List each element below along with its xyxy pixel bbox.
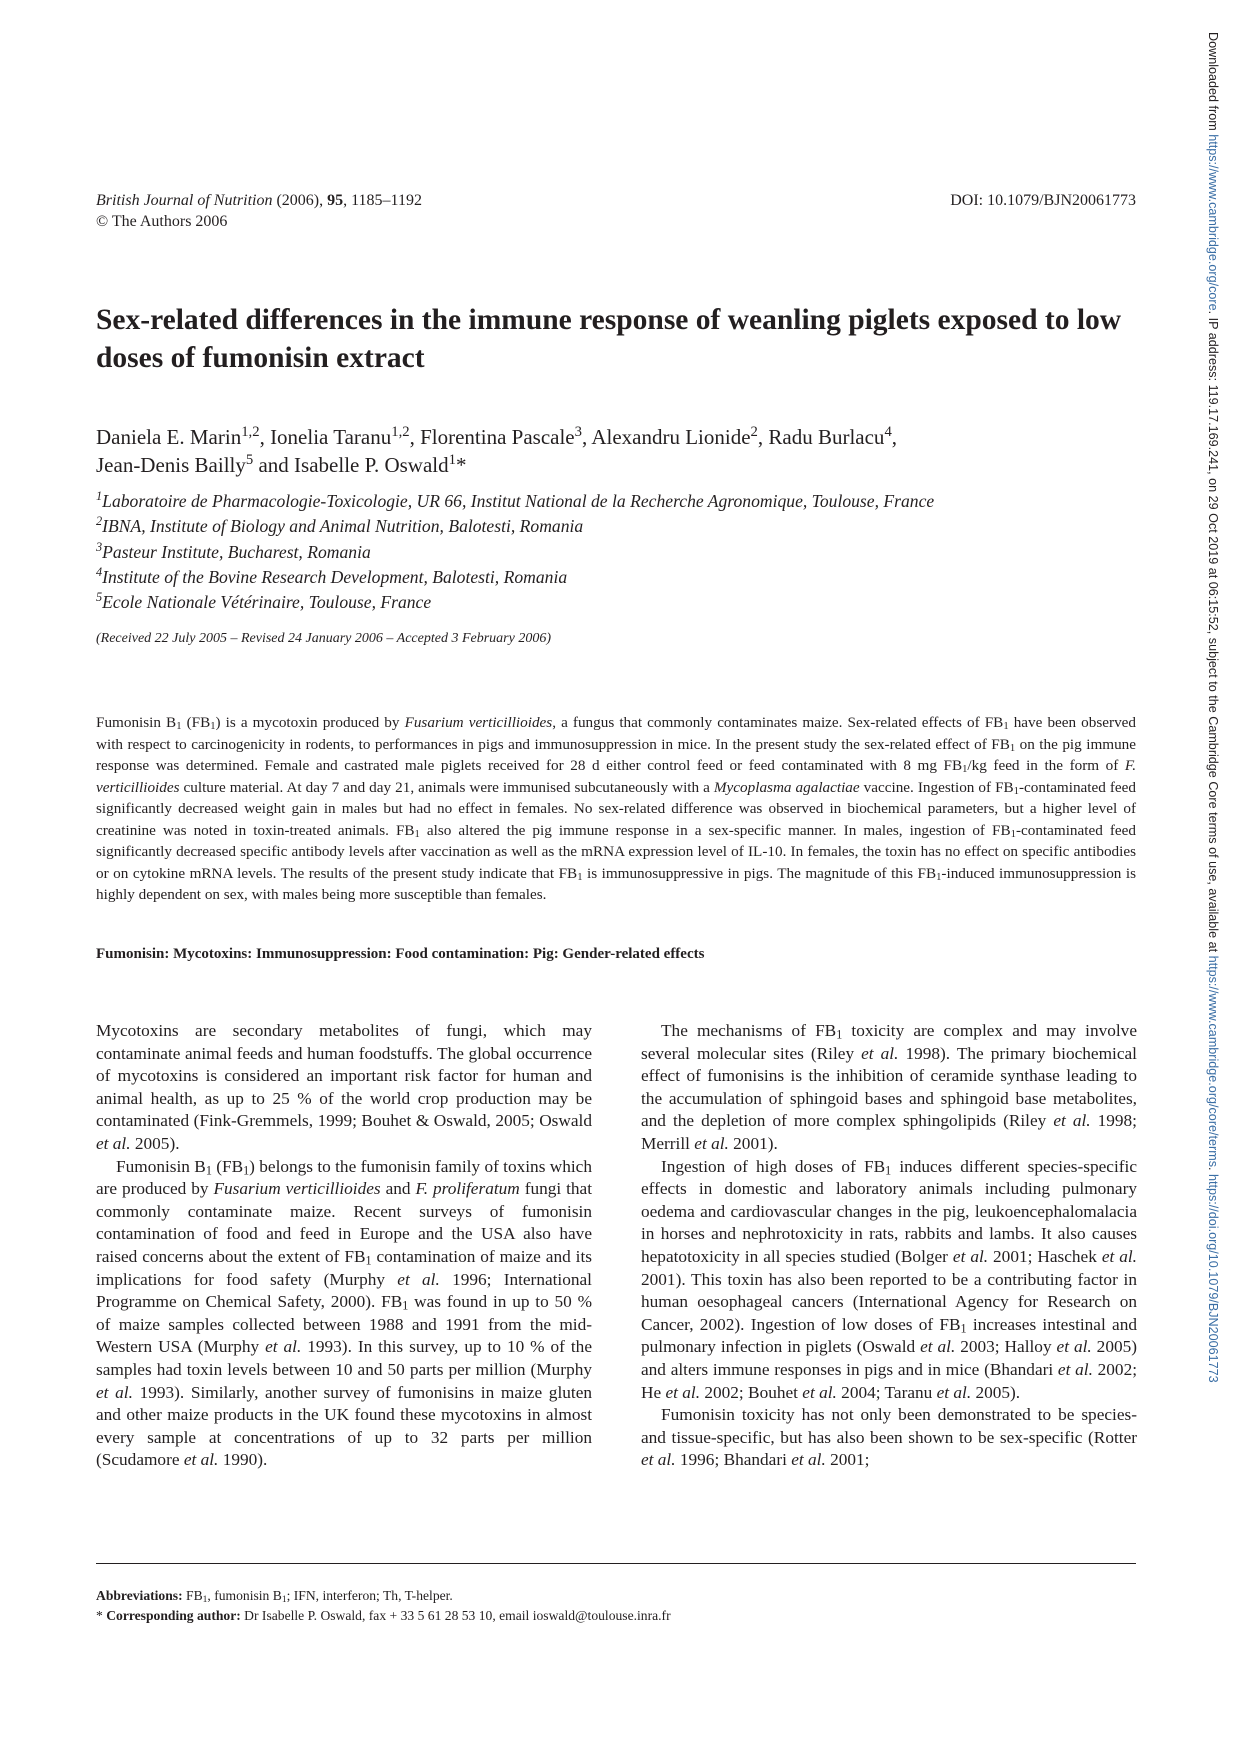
et-al: et al.	[920, 1337, 956, 1357]
body-text: ) belongs to the fumonisin family of toxins which are produced by	[96, 1156, 592, 1199]
body-text: 2004; Taranu	[836, 1382, 937, 1402]
keywords: Fumonisin: Mycotoxins: Immunosuppression: Food contamination: Pig: Gender-related effects	[96, 946, 705, 962]
affiliation-number: 2	[96, 514, 103, 529]
abstract-text: -contaminated feed significantly decreased weight gain in males but had no effect in females. No sex-related difference was observed in biochemical parameters, but a higher level of creatinine was noted in toxin-treated animals. FB	[96, 778, 1137, 839]
body-text: 2001; Haschek	[988, 1246, 1102, 1266]
subscript: 1	[962, 764, 968, 776]
author-affil-ref: 2	[750, 423, 758, 440]
subscript: 1	[1003, 721, 1009, 733]
journal-pages: , 1185–1192	[343, 192, 422, 209]
abstract-text: culture material. At day 7 and day 21, animals were immunised subcutaneously with a	[179, 778, 714, 796]
body-column-left	[96, 1020, 592, 1472]
body-paragraph	[641, 1404, 1137, 1472]
abstract-text: -induced immunosuppression is highly dependent on sex, with males being more susceptible than females.	[96, 864, 1137, 903]
cambridge-terms-link[interactable]: https://www.cambridge.org/core/terms	[1206, 955, 1220, 1167]
et-al: et al.	[397, 1269, 440, 1289]
body-paragraph	[641, 1020, 1137, 1156]
corresponding-author-mark: *	[455, 453, 467, 477]
cambridge-core-link[interactable]: https://www.cambridge.org/core	[1206, 134, 1220, 311]
journal-volume: 95	[327, 192, 344, 209]
et-al: et al.	[641, 1450, 676, 1470]
et-al: et al.	[1101, 1246, 1137, 1266]
body-text: 2002; He	[641, 1359, 1138, 1402]
body-column-right	[641, 1020, 1137, 1472]
et-al: et al.	[183, 1450, 219, 1470]
et-al: et al.	[694, 1133, 729, 1153]
abstract-text: (FB	[181, 714, 211, 731]
subscript: 1	[202, 1594, 208, 1605]
affiliation-text: Laboratoire de Pharmacologie-Toxicologie, UR 66, Institut National de la Recherche Agronomique, Toulouse, France	[102, 491, 935, 511]
journal-year: (2006),	[272, 192, 328, 209]
et-al: et al.	[96, 1382, 133, 1402]
subscript: 1	[414, 828, 420, 840]
body-text: 2001).	[728, 1133, 778, 1153]
footnote-divider	[96, 1563, 1136, 1564]
affiliation-number: 1	[96, 489, 103, 504]
et-al: et al.	[802, 1382, 837, 1402]
abstract-text: is immunosuppressive in pigs. The magnitude of this FB	[582, 864, 937, 882]
affiliation-item	[96, 489, 1136, 514]
subscript: 1	[402, 1298, 409, 1313]
doi-label: DOI: 10.1079/BJN20061773	[950, 192, 1136, 209]
et-al: et al.	[1057, 1359, 1093, 1379]
subscript: 1	[936, 871, 942, 883]
affiliation-item	[96, 590, 1136, 615]
body-paragraph	[96, 1156, 592, 1472]
footnote-text: FB	[182, 1588, 203, 1603]
abbreviations-footnote	[96, 1586, 1136, 1606]
body-text: toxicity are complex and may involve several molecular sites (Riley	[641, 1021, 1137, 1063]
abstract-text: , a fungus that commonly contaminates maize. Sex-related effects of FB	[552, 714, 1004, 731]
body-text: 1998; Merrill	[641, 1111, 1137, 1153]
doi-link[interactable]: https://doi.org/10.1079/BJN20061773	[1206, 1174, 1220, 1383]
body-text: (FB	[211, 1156, 244, 1176]
affiliation-text: IBNA, Institute of Biology and Animal Nutrition, Balotesti, Romania	[102, 516, 584, 537]
subscript: 1	[243, 1162, 250, 1177]
subscript: 1	[885, 1162, 892, 1177]
affiliation-list	[96, 489, 1136, 615]
body-text: 2005) and alters immune responses in pigs and in mice (Bhandari	[641, 1337, 1137, 1379]
subscript: 1	[176, 721, 182, 733]
footnote-marker: *	[96, 1608, 107, 1623]
author-name: Daniela E. Marin	[96, 425, 242, 449]
abstract-text: /kg feed in the form of	[967, 757, 1125, 774]
author-affil-ref: 1,2	[241, 423, 260, 440]
species-name: F. verticillioides	[96, 757, 1136, 796]
footnote-label: Corresponding author:	[106, 1608, 241, 1623]
footnote-label: Abbreviations:	[96, 1588, 183, 1603]
species-name: Fusarium verticillioides	[213, 1179, 381, 1199]
et-al: et al.	[665, 1382, 701, 1402]
footnotes	[96, 1586, 1136, 1626]
body-text: Ingestion of high doses of FB	[661, 1156, 886, 1176]
abstract-text: on the pig immune response was determined. Female and castrated male piglets received for 28 d either control feed or feed contaminated with 8 mg FB	[96, 735, 1136, 774]
affiliation-text: Institute of the Bovine Research Development, Balotesti, Romania	[102, 566, 568, 587]
abstract-text: ) is a mycotoxin produced by	[215, 714, 405, 731]
body-text: 1993). Similarly, another survey of fumonisins in maize gluten and other maize products in the UK found these mycotoxins in almost every sample at concentrations of up to 32 parts per million (Scudamore	[96, 1382, 593, 1470]
author-name: and Isabelle P. Oswald	[253, 453, 449, 477]
et-al: et al.	[861, 1043, 899, 1063]
author-list	[96, 423, 1136, 479]
author-affil-ref: 3	[574, 423, 582, 440]
body-text: increases intestinal and pulmonary infection in piglets (Oswald	[641, 1314, 1137, 1357]
journal-name: British Journal of Nutrition	[96, 192, 273, 209]
body-text: and	[380, 1179, 416, 1199]
body-text: contamination of maize and its implications for food safety (Murphy	[96, 1246, 592, 1289]
et-al: et al.	[791, 1450, 826, 1470]
abstract-text: also altered the pig immune response in a sex-specific manner. In males, ingestion of FB	[419, 821, 1011, 839]
body-text: 2001;	[825, 1450, 870, 1470]
author-separator: ,	[891, 425, 898, 449]
footnote-text: , fumonisin B	[207, 1588, 282, 1603]
body-text: 1996; Bhandari	[675, 1450, 792, 1470]
abstract-text: have been observed with respect to carcinogenicity in rodents, to performances in pigs and immunosuppression in mice. In the present study the sex-related effect of FB	[96, 714, 1137, 753]
author-affil-ref: 5	[245, 451, 254, 468]
subscript: 1	[836, 1027, 843, 1042]
corresponding-author-footnote	[96, 1606, 1136, 1626]
et-al: et al.	[936, 1382, 972, 1402]
body-text: fungi that commonly contaminate maize. Recent surveys of fumonisin contamination of food and feed in Europe and the USA also have raised concerns about the extent of FB	[96, 1179, 593, 1266]
footnote-text: ; IFN, interferon; Th, T-helper.	[286, 1588, 453, 1603]
body-text: induces different species-specific effects in domestic and laboratory animals including pulmonary oedema and cardiovascular changes in the pig, leukoencephalomalacia in horses and nephrotoxicity in rats, rabbits and lambs. It also causes hepatotoxicity in all species studied (Bolger	[641, 1156, 1137, 1266]
body-text: 2001). This toxin has also been reported to be a contributing factor in human oesophageal cancers (International Agency for Research on Cancer, 2002). Ingestion of low doses of FB	[641, 1269, 1137, 1334]
download-text: . IP address: 119.17.169.241, on 29 Oct 2019 at 06:15:52, subject to the Cambridge Core terms of use, available at	[1206, 310, 1220, 956]
affiliation-item	[96, 540, 1136, 565]
download-text: .	[1206, 1167, 1220, 1174]
body-text: 2002; Bouhet	[700, 1382, 803, 1402]
subscript: 1	[210, 721, 216, 733]
species-name: F. proliferatum	[415, 1179, 520, 1199]
subscript: 1	[281, 1594, 287, 1605]
subscript: 1	[960, 1321, 967, 1336]
body-text: Mycotoxins are secondary metabolites of fungi, which may contaminate animal feeds and human foodstuffs. The global occurrence of mycotoxins is considered an important risk factor for human and animal health, as up to 25 % of the world crop production may be contaminated (Fink-Gremmels, 1999; Bouhet & Oswald, 2005; Oswald	[96, 1021, 592, 1131]
affiliation-text: Ecole Nationale Vétérinaire, Toulouse, France	[102, 592, 432, 613]
subscript: 1	[1009, 742, 1016, 754]
body-text: Fumonisin B	[116, 1156, 206, 1176]
body-text: Fumonisin toxicity has not only been demonstrated to be species- and tissue-specific, but has also been shown to be sex-specific (Rotter	[641, 1405, 1137, 1447]
author-affil-ref: 4	[884, 423, 892, 440]
copyright-line: © The Authors 2006	[96, 213, 228, 230]
body-text: 2005).	[971, 1382, 1021, 1402]
subscript: 1	[577, 871, 583, 883]
affiliation-text: Pasteur Institute, Bucharest, Romania	[102, 541, 371, 562]
species-name: Fusarium verticillioides	[404, 714, 553, 731]
affiliation-item	[96, 514, 1136, 539]
author-name: Jean-Denis Bailly	[96, 453, 246, 477]
author-name: , Ionelia Taranu	[259, 425, 392, 449]
body-text: was found in up to 50 % of maize samples collected between 1988 and 1991 from the mid-Western USA (Murphy	[96, 1292, 593, 1357]
body-text: 1998). The primary biochemical effect of fumonisins is the inhibition of ceramide synthase leading to the accumulation of sphingoid bases and sphingoid base metabolites, and the depletion of more complex sphingolipids (Riley	[641, 1043, 1137, 1131]
author-affil-ref: 1,2	[391, 423, 410, 440]
download-notice	[1196, 32, 1230, 1552]
species-name: Mycoplasma agalactiae	[713, 778, 860, 796]
subscript: 1	[205, 1162, 212, 1177]
abstract-text: Fumonisin B	[96, 714, 177, 731]
subscript: 1	[365, 1253, 372, 1268]
journal-citation	[96, 190, 422, 232]
body-paragraph	[96, 1020, 592, 1156]
et-al: et al.	[1056, 1337, 1092, 1357]
subscript: 1	[1010, 828, 1016, 840]
affiliation-number: 4	[96, 565, 103, 580]
affiliation-number: 3	[96, 539, 103, 554]
et-al: et al.	[1053, 1111, 1091, 1131]
et-al: et al.	[952, 1246, 989, 1266]
author-affil-ref: 1	[448, 451, 456, 468]
abstract	[96, 712, 1136, 906]
abstract-text: -contaminated feed significantly decreased specific antibody levels after vaccination as well as the mRNA expression level of IL-10. In females, the toxin has no effect on specific antibodies or on cytokine mRNA levels. The results of the present study indicate that FB	[96, 821, 1136, 882]
body-text: 1996; International Programme on Chemical Safety, 2000). FB	[96, 1269, 592, 1312]
body-text: 2005).	[130, 1133, 180, 1153]
et-al: et al.	[265, 1337, 302, 1357]
body-text: The mechanisms of FB	[661, 1021, 837, 1040]
body-paragraph	[641, 1156, 1137, 1405]
et-al: et al.	[96, 1133, 131, 1153]
body-text: 1993). In this survey, up to 10 % of the samples had toxin levels between 10 and 50 parts per million (Murphy	[96, 1337, 592, 1379]
author-name: , Alexandru Lionide	[581, 425, 751, 449]
abstract-text: vaccine. Ingestion of FB	[859, 778, 1014, 796]
subscript: 1	[1013, 785, 1019, 797]
author-name: , Florentina Pascale	[409, 425, 575, 449]
download-text: Downloaded from	[1206, 32, 1220, 135]
received-dates: (Received 22 July 2005 – Revised 24 January 2006 – Accepted 3 February 2006)	[96, 631, 551, 646]
article-title: Sex-related differences in the immune response of weanling piglets exposed to low doses of fumonisin extract	[96, 304, 1122, 374]
body-text: 1990).	[218, 1450, 268, 1470]
affiliation-item	[96, 565, 1136, 590]
body-text: 2003; Halloy	[955, 1337, 1057, 1357]
affiliation-number: 5	[96, 590, 103, 605]
author-name: , Radu Burlacu	[757, 425, 885, 449]
footnote-text: Dr Isabelle P. Oswald, fax + 33 5 61 28 53 10, email ioswald@toulouse.inra.fr	[240, 1608, 671, 1623]
